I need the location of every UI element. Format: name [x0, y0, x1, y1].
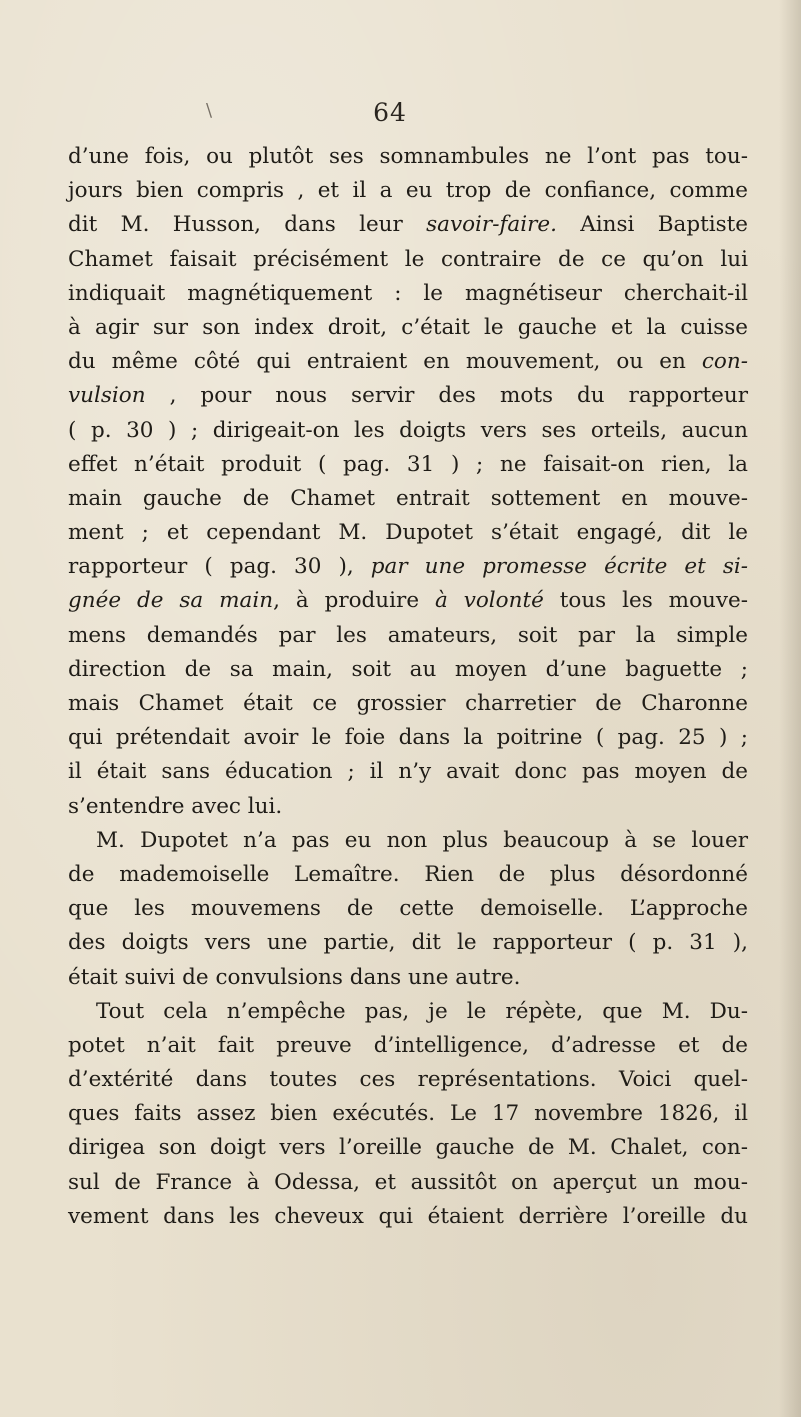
text-line — [68, 824, 748, 858]
text-line — [68, 1029, 748, 1063]
line-text: des doigts vers une partie, dit le rapporteur ( p. 31 ), — [68, 930, 748, 956]
line-text: indiquait magnétiquement : le magnétiseur cherchait-il — [68, 280, 748, 306]
line-text: était suivi de convulsions dans une autre. — [68, 964, 521, 990]
text-line — [68, 1200, 748, 1234]
text-line — [68, 858, 748, 892]
text-line — [68, 584, 748, 618]
text-line — [68, 516, 748, 550]
line-text: tous les mouve- — [543, 588, 748, 614]
text-line — [68, 687, 748, 721]
line-text: s’entendre avec lui. — [68, 793, 283, 819]
text-line — [68, 174, 748, 208]
line-text: que les mouvemens de cette demoiselle. L’approche — [68, 896, 748, 922]
italic-text: vulsion — [68, 383, 146, 409]
italic-text: gnée de sa main — [68, 588, 274, 614]
line-text: ment ; et cependant M. Dupotet s’était engagé, dit le — [68, 520, 748, 546]
text-line — [68, 140, 748, 174]
line-text: , pour nous servir des mots du rapporteur — [145, 383, 748, 409]
line-text: Chamet faisait précisément le contraire de ce qu’on lui — [68, 246, 748, 272]
text-line — [68, 379, 748, 413]
stray-mark: \ — [206, 100, 213, 121]
text-line — [68, 208, 748, 242]
text-line — [68, 755, 748, 789]
line-text: potet n’ait fait preuve d’intelligence, d’adresse et de — [68, 1032, 748, 1058]
text-line — [68, 721, 748, 755]
text-line — [68, 1063, 748, 1097]
line-text: Tout cela n’empêche pas, je le répète, que M. Du- — [96, 998, 748, 1024]
text-line — [68, 1097, 748, 1131]
body-text — [68, 140, 748, 1234]
page-number: 64 — [373, 98, 407, 127]
text-line — [68, 448, 748, 482]
line-text: rapporteur ( pag. 30 ), — [68, 554, 371, 580]
line-text: , à produire — [273, 588, 435, 614]
italic-text: savoir-faire. — [426, 212, 557, 238]
line-text: qui prétendait avoir le foie dans la poitrine ( pag. 25 ) ; — [68, 725, 748, 751]
line-text: main gauche de Chamet entrait sottement en mouve- — [68, 485, 748, 511]
text-line — [68, 414, 748, 448]
line-text: M. Dupotet n’a pas eu non plus beaucoup à se louer — [96, 827, 748, 853]
line-text: ques faits assez bien exécutés. Le 17 novembre 1826, il — [68, 1101, 748, 1127]
line-text: vement dans les cheveux qui étaient derrière l’oreille du — [68, 1203, 748, 1229]
text-line — [68, 243, 748, 277]
text-line — [68, 1166, 748, 1200]
text-line — [68, 790, 748, 824]
italic-text: par une promesse écrite et si- — [370, 554, 748, 580]
line-text: mens demandés par les amateurs, soit par la simple — [68, 622, 748, 648]
line-text: Ainsi Baptiste — [556, 212, 748, 238]
italic-text: con- — [701, 349, 748, 375]
line-text: dit M. Husson, dans leur — [68, 212, 427, 238]
line-text: de mademoiselle Lemaître. Rien de plus désordonné — [68, 861, 748, 887]
page-edge-shadow — [779, 0, 801, 1417]
text-line — [68, 345, 748, 379]
line-text: d’une fois, ou plutôt ses somnambules ne l’ont pas tou- — [68, 144, 748, 169]
line-text: du même côté qui entraient en mouvement, ou en — [68, 349, 702, 375]
line-text: mais Chamet était ce grossier charretier de Charonne — [68, 691, 748, 716]
text-line — [68, 926, 748, 960]
text-line — [68, 482, 748, 516]
line-text: à agir sur son index droit, c’était le gauche et la cuisse — [68, 314, 748, 340]
text-line — [68, 619, 748, 653]
text-line — [68, 311, 748, 345]
text-line — [68, 892, 748, 926]
text-line — [68, 653, 748, 687]
line-text: il était sans éducation ; il n’y avait donc pas moyen de — [68, 759, 748, 785]
line-text: effet n’était produit ( pag. 31 ) ; ne faisait-on rien, la — [68, 451, 748, 477]
line-text: ( p. 30 ) ; dirigeait-on les doigts vers ses orteils, aucun — [68, 417, 748, 443]
line-text: dirigea son doigt vers l’oreille gauche de M. Chalet, con- — [68, 1135, 748, 1161]
line-text: d’extérité dans toutes ces représentations. Voici quel- — [68, 1067, 748, 1093]
line-text: sul de France à Odessa, et aussitôt on aperçut un mou- — [68, 1169, 748, 1195]
line-text: jours bien compris , et il a eu trop de confiance, comme — [68, 178, 748, 204]
text-line — [68, 961, 748, 995]
text-line — [68, 995, 748, 1029]
text-line — [68, 277, 748, 311]
line-text: direction de sa main, soit au moyen d’une baguette ; — [68, 656, 748, 682]
text-line — [68, 1131, 748, 1165]
italic-text: à volonté — [434, 588, 544, 614]
text-line — [68, 550, 748, 584]
